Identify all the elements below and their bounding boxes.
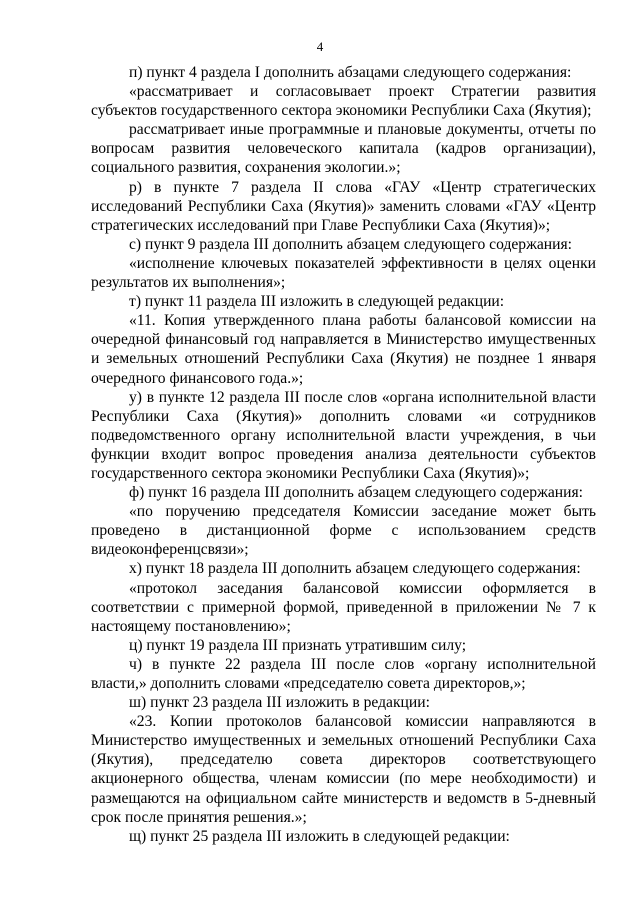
paragraph: рассматривает иные программные и плановые документы, отчеты по вопросам развития человеческого капитала (кадров организации), социального развития, сохранения экологии.»; — [91, 121, 596, 177]
paragraph: р) в пункте 7 раздела II слова «ГАУ «Центр стратегических исследований Республики Саха (Якутия)» заменить словами «ГАУ «Центр стратегических исследований при Главе Республики Саха (Якутия)»; — [91, 178, 596, 234]
paragraph: «23. Копии протоколов балансовой комиссии направляются в Министерство имущественных и земельных отношений Республики Саха (Якутия), председателю совета директоров соответствующего акционерного общества, членам комиссии (по мере необходимости) и размещаются на официальном сайте министерств и ведомств в 5-дневный срок после принятия решения.»; — [91, 713, 596, 826]
paragraph: у) в пункте 12 раздела III после слов «органа исполнительной власти Республики Саха (Якутия)» дополнить словами «и сотрудников подведомственного органу исполнительной власти учреждения, в чьи функции входит вопрос проведения анализа деятельности субъектов государственного сектора экономики Республики Саха (Якутия)»; — [91, 388, 596, 482]
paragraph: ф) пункт 16 раздела III дополнить абзацем следующего содержания: — [129, 484, 583, 502]
paragraph: т) пункт 11 раздела III изложить в следующей редакции: — [129, 293, 505, 311]
document-body — [91, 63, 596, 846]
paragraph: «протокол заседания балансовой комиссии оформляется в соответствии с примерной формой, приведенной в приложении № 7 к настоящему постановлению»; — [91, 579, 596, 635]
paragraph: «11. Копия утвержденного плана работы балансовой комиссии на очередной финансовый год направляется в Министерство имущественных и земельных отношений Республики Саха (Якутия) не позднее 1 января очередного финансового года.»; — [91, 312, 596, 387]
paragraph: ц) пункт 19 раздела III признать утратившим силу; — [129, 636, 467, 654]
paragraph: х) пункт 18 раздела III дополнить абзацем следующего содержания: — [129, 560, 581, 578]
paragraph: щ) пункт 25 раздела III изложить в следующей редакции: — [129, 827, 510, 845]
paragraph: «исполнение ключевых показателей эффективности в целях оценки результатов их выполнения»; — [91, 254, 596, 292]
paragraph: п) пункт 4 раздела I дополнить абзацами следующего содержания: — [129, 64, 572, 81]
paragraph: с) пункт 9 раздела III дополнить абзацем следующего содержания: — [129, 235, 572, 253]
paragraph: ш) пункт 23 раздела III изложить в редакции: — [129, 694, 430, 712]
paragraph: «по поручению председателя Комиссии заседание может быть проведено в дистанционной форме с использованием средств видеоконференцсвязи»; — [91, 503, 596, 559]
page-number: 4 — [316, 39, 324, 54]
paragraph: «рассматривает и согласовывает проект Стратегии развития субъектов государственного сектора экономики Республики Саха (Якутия); — [91, 83, 596, 120]
paragraph: ч) в пункте 22 раздела III после слов «органу исполнительной власти,» дополнить словами «председателю совета директоров,»; — [91, 655, 596, 692]
